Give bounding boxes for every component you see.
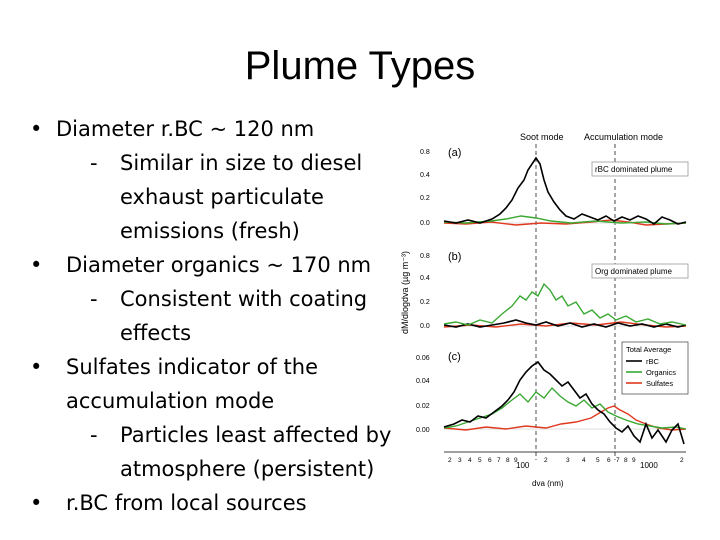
x-tick-label: 6 xyxy=(488,457,492,464)
x-tick-label: 4 xyxy=(582,457,586,464)
sub-bullet-text: emissions (fresh) xyxy=(120,219,300,243)
size-distribution-figure xyxy=(396,124,706,496)
panel-label-b: (b) xyxy=(448,251,462,263)
x-tick-label: 9 xyxy=(514,457,518,464)
sub-bullet-text: exhaust particulate xyxy=(120,185,324,209)
x-axis-label: dva (nm) xyxy=(532,479,564,488)
sub-bullet-text: effects xyxy=(120,321,192,345)
x-major-tick-1000: 1000 xyxy=(640,461,658,470)
soot-mode-label: Soot mode xyxy=(520,132,564,142)
sub-bullet-marker: - xyxy=(90,423,98,447)
x-tick-label: 9 xyxy=(632,457,636,464)
bullet-text: Diameter r.BC ~ 120 nm xyxy=(56,117,315,141)
tick-label: 0.0 xyxy=(420,220,430,227)
x-tick-label: 2 xyxy=(680,457,684,464)
x-tick-label: 7 xyxy=(616,457,620,464)
x-tick-label: 7 xyxy=(497,457,501,464)
legend-item-organics: Organics xyxy=(646,368,677,377)
tick-label: 0.2 xyxy=(420,195,430,202)
tick-label: 0.06 xyxy=(416,355,430,362)
tick-label: 0.0 xyxy=(420,323,430,330)
bullet-marker: • xyxy=(30,491,43,515)
sub-bullet-text: atmosphere (persistent) xyxy=(120,457,375,481)
y-axis-label: dM/dlogdva (µg m⁻³) xyxy=(400,251,410,334)
x-tick-label: 4 xyxy=(468,457,472,464)
sub-bullet-text: Consistent with coating xyxy=(120,287,368,311)
bullet-text: accumulation mode xyxy=(66,389,275,413)
bullet-marker: • xyxy=(30,253,43,277)
bullet-text: r.BC from local sources xyxy=(66,491,307,515)
tick-label: 0.2 xyxy=(420,299,430,306)
panel-label-c: (c) xyxy=(448,351,461,363)
tick-label: 0.00 xyxy=(416,427,430,434)
sub-bullet-marker: - xyxy=(90,151,98,175)
organics-line-b xyxy=(444,284,686,325)
x-tick-label: 8 xyxy=(506,457,510,464)
x-tick-label: 3 xyxy=(566,457,570,464)
tick-label: 0.02 xyxy=(416,403,430,410)
tick-label: 0.4 xyxy=(420,275,430,282)
legend-item-rbc: rBC xyxy=(646,357,659,366)
slide-title: Plume Types xyxy=(244,44,476,88)
tick-label: 0.4 xyxy=(420,172,430,179)
tick-label: 0.8 xyxy=(420,253,430,260)
figure-svg xyxy=(396,124,706,496)
bullet-text: Diameter organics ~ 170 nm xyxy=(66,253,372,277)
x-tick-label: 3 xyxy=(458,457,462,464)
x-tick-label: 2 xyxy=(448,457,452,464)
x-tick-label: 6 xyxy=(607,457,611,464)
panel-title-b: Org dominated plume xyxy=(595,267,672,276)
tick-label: 0.8 xyxy=(420,149,430,156)
legend-item-sulfates: Sulfates xyxy=(646,379,674,388)
x-major-tick-100: 100 xyxy=(516,461,530,470)
panel-title-a: rBC dominated plume xyxy=(595,165,673,174)
bullet-marker: • xyxy=(30,117,43,141)
tick-label: 0.04 xyxy=(416,378,430,385)
sub-bullet-marker: - xyxy=(90,287,98,311)
bullet-text: Sulfates indicator of the xyxy=(66,355,318,379)
x-tick-label: 8 xyxy=(624,457,628,464)
panel-label-a: (a) xyxy=(448,147,462,159)
x-tick-label: 5 xyxy=(596,457,600,464)
x-tick-label: 5 xyxy=(478,457,482,464)
x-tick-label: 2 xyxy=(544,457,548,464)
accumulation-mode-label: Accumulation mode xyxy=(584,132,664,142)
sub-bullet-text: Particles least affected by xyxy=(120,423,392,447)
sub-bullet-text: Similar in size to diesel xyxy=(120,151,363,175)
legend-title: Total Average xyxy=(626,345,672,354)
bullet-marker: • xyxy=(30,355,43,379)
